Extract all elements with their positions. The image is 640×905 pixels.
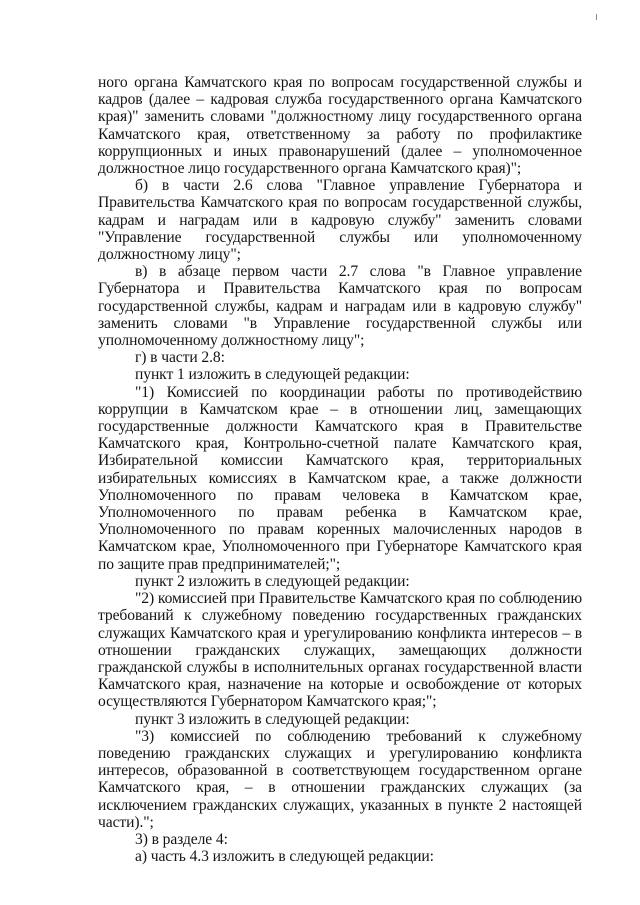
paragraph: в) в абзаце первом части 2.7 слова "в Главное управление Губернатора и Правительства Камчатского края по вопросам государственной службы, кадрам и наградам или в кадровую службу" заменить словами "в Управление государственной службы или уполномоченному должностному лицу"; — [98, 263, 582, 350]
paragraph: а) часть 4.3 изложить в следующей редакции: — [135, 848, 434, 866]
paragraph: "2) комиссией при Правительстве Камчатского края по соблюдению требований к служебному поведению государственных гражданских служащих Камчатского края и урегулированию конфликта интересов – в отношении гражданских служащих, замещающих должности гражданской службы в исполнительных органах государственной власти Камчатского края, назначение на которые и освобождение от которых осуществляются Губернатором Камчатского края;"; — [98, 590, 582, 711]
margin-mark — [596, 14, 597, 20]
document-body — [98, 74, 582, 865]
paragraph: "1) Комиссией по координации работы по противодействию коррупции в Камчатском крае – в отношении лиц, замещающих государственные должности Камчатского края в Правительстве Камчатского края, Контрольно-счетной палате Камчатского края, Избирательной комиссии Камчатского края, территориальных избирательных комиссиях в Камчатском крае, а также должности Уполномоченного по правам человека в Камчатском крае, Уполномоченного по правам ребенка в Камчатском крае, Уполномоченного по правам коренных малочисленных народов в Камчатском крае, Уполномоченного при Губернаторе Камчатского края по защите прав предпринимателей;"; — [98, 383, 582, 573]
paragraph: ного органа Камчатского края по вопросам государственной службы и кадров (далее – кадровая служба государственного органа Камчатского края)" заменить словами "должностному лицу государственного органа Камчатского края, ответственному за работу по профилактике коррупционных и иных правонарушений (далее – уполномоченное должностное лицо государственного органа Камчатского края)"; — [98, 74, 582, 178]
paragraph: г) в части 2.8: — [135, 349, 225, 367]
paragraph: пункт 1 изложить в следующей редакции: — [135, 366, 410, 384]
paragraph: 3) в разделе 4: — [135, 830, 228, 848]
paragraph: пункт 2 изложить в следующей редакции: — [135, 572, 410, 590]
paragraph: б) в части 2.6 слова "Главное управление Губернатора и Правительства Камчатского края по вопросам государственной службы, кадрам и наградам или в кадровую службу" заменить словами "Управление государственной службы или уполномоченному должностному лицу"; — [98, 177, 582, 264]
paragraph: пункт 3 изложить в следующей редакции: — [135, 710, 410, 728]
paragraph: "3) комиссией по соблюдению требований к служебному поведению гражданских служащих и урегулированию конфликта интересов, образованной в соответствующем государственном органе Камчатского края, – в отношении гражданских служащих (за исключением гражданских служащих, указанных в пункте 2 настоящей части)."; — [98, 727, 582, 831]
